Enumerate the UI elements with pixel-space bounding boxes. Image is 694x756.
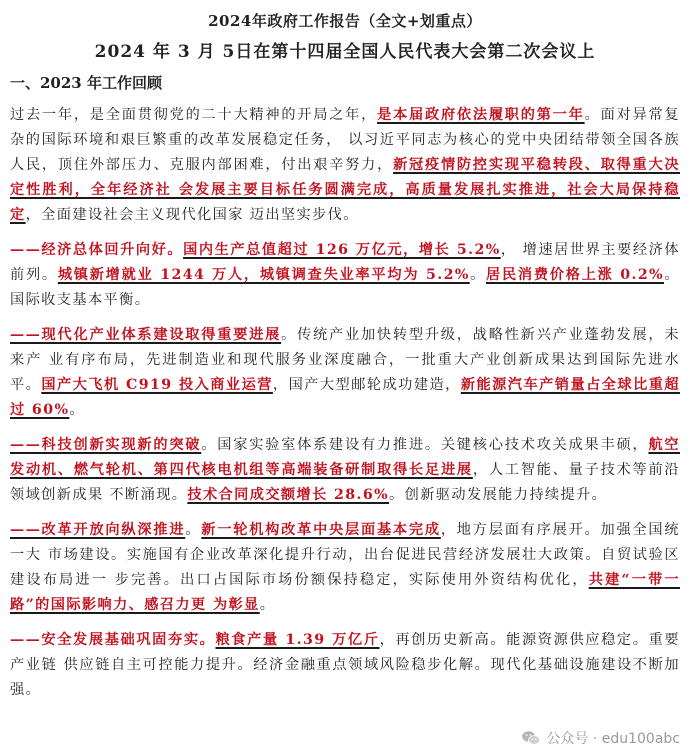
- watermark: [517, 726, 684, 750]
- highlighted-text: ——现代化产业体系建设取得重要进展: [10, 327, 282, 343]
- lead-text: ——经济总体回升向好。: [10, 242, 184, 258]
- body-text: 。: [69, 402, 85, 418]
- body-text: 。国家实验室体系建设有力推进。关键核心技术攻关成果丰硕，: [201, 437, 649, 453]
- body-text: 。国际收支基本平衡。: [10, 267, 680, 308]
- paragraph: [10, 433, 680, 508]
- highlighted-text: ——改革开放向纵深推进: [10, 522, 186, 538]
- body-text: 。: [185, 522, 202, 538]
- section-heading: 一、2023 年工作回顾: [10, 74, 162, 92]
- document-title: 2024年政府工作报告（全文+划重点）: [208, 12, 482, 30]
- highlighted-text: 居民消费价格上涨 0.2%: [486, 267, 665, 283]
- body-text: ，国产大型邮轮成功建造，: [272, 377, 461, 393]
- highlighted-text: 是本届政府依法履职的第一年: [377, 107, 585, 123]
- highlighted-text: 技术合同成交额增长 28.6%: [187, 487, 390, 503]
- paragraph: [10, 628, 680, 703]
- body-text: 。传统产业加快转型升级，战略性新兴产业蓬勃发展，未来产 业有序布局，先进制造业和现代服务业深度融合，一批重大产业创新成果达到国际先进水平。: [10, 327, 680, 393]
- body-text: 。创新驱动发展能力持续提升。: [389, 487, 608, 503]
- wechat-icon: [521, 730, 541, 746]
- highlighted-text: 国产大飞机 C919 投入商业运营: [41, 377, 273, 393]
- lead-text: ——安全发展基础巩固夯实。: [10, 632, 216, 648]
- body-text: ， 增速居世界主要经济体前列。: [10, 242, 681, 283]
- body-text: 。面对异常复杂的国际环境和艰巨繁重的改革发展稳定任务， 以习近平同志为核心的党中央团结带领全国各族人民，顶住外部压力、克服内部困难，付出艰辛努力，: [10, 107, 681, 173]
- body-text: 。: [259, 597, 276, 613]
- paragraph: [10, 323, 680, 423]
- highlighted-text: 新一轮机构改革中央层面基本完成: [201, 522, 441, 538]
- highlighted-text: 航空发动机、燃气轮机、第四代核电机组等高端装备研制取得长足进展: [10, 437, 680, 478]
- body-text: ，全面建设社会主义现代化国家 迈出坚实步伐。: [25, 207, 359, 223]
- body-text: ，地方层面有序展开。加强全国统一大 市场建设。实施国有企业改革深化提升行动，出台促进民营经济发展壮大政策。自贸试验区建设布局进一 步完善。出口占国际市场份额保持稳定，实际使用外资结构优化，: [10, 522, 680, 588]
- highlighted-text: 共建“一带一路”的国际影响力、感召力更 为彰显: [10, 572, 680, 613]
- watermark-text: 公众号 · edu100abc: [546, 731, 680, 747]
- highlighted-text: ——科技创新实现新的突破: [10, 437, 202, 453]
- highlighted-text: 国内生产总值超过 126 万亿元，增长 5.2%: [183, 242, 501, 258]
- section-body: [10, 103, 680, 703]
- body-text: ，人工智能、量子技术等前沿领域创新成果 不断涌现。: [10, 462, 680, 503]
- paragraph: [10, 103, 680, 228]
- paragraph: [10, 518, 680, 618]
- highlighted-text: 新冠疫情防控实现平稳转段、取得重大决定性胜利，全年经济社 会发展主要目标任务圆满完成，高质量发展扎实推进，社会大局保持稳定: [10, 157, 681, 223]
- body-text: 。: [469, 267, 487, 283]
- paragraph: [10, 238, 680, 313]
- highlighted-text: 城镇新增就业 1244 万人，城镇调查失业率平均为 5.2%: [57, 267, 470, 283]
- body-text: ，再创历史新高。能源资源供应稳定。重要产业链 供应链自主可控能力提升。经济金融重点领域风险稳步化解。现代化基础设施建设不断加强。: [10, 632, 680, 698]
- highlighted-text: 新能源汽车产销量占全球比重超过 60%: [10, 377, 680, 418]
- document-subtitle: 2024 年 3 月 5日在第十四届全国人民代表大会第二次会议上: [94, 42, 596, 62]
- highlighted-text: 粮食产量 1.39 万亿斤: [215, 632, 380, 648]
- body-text: 过去一年，是全面贯彻党的二十大精神的开局之年，: [10, 107, 378, 123]
